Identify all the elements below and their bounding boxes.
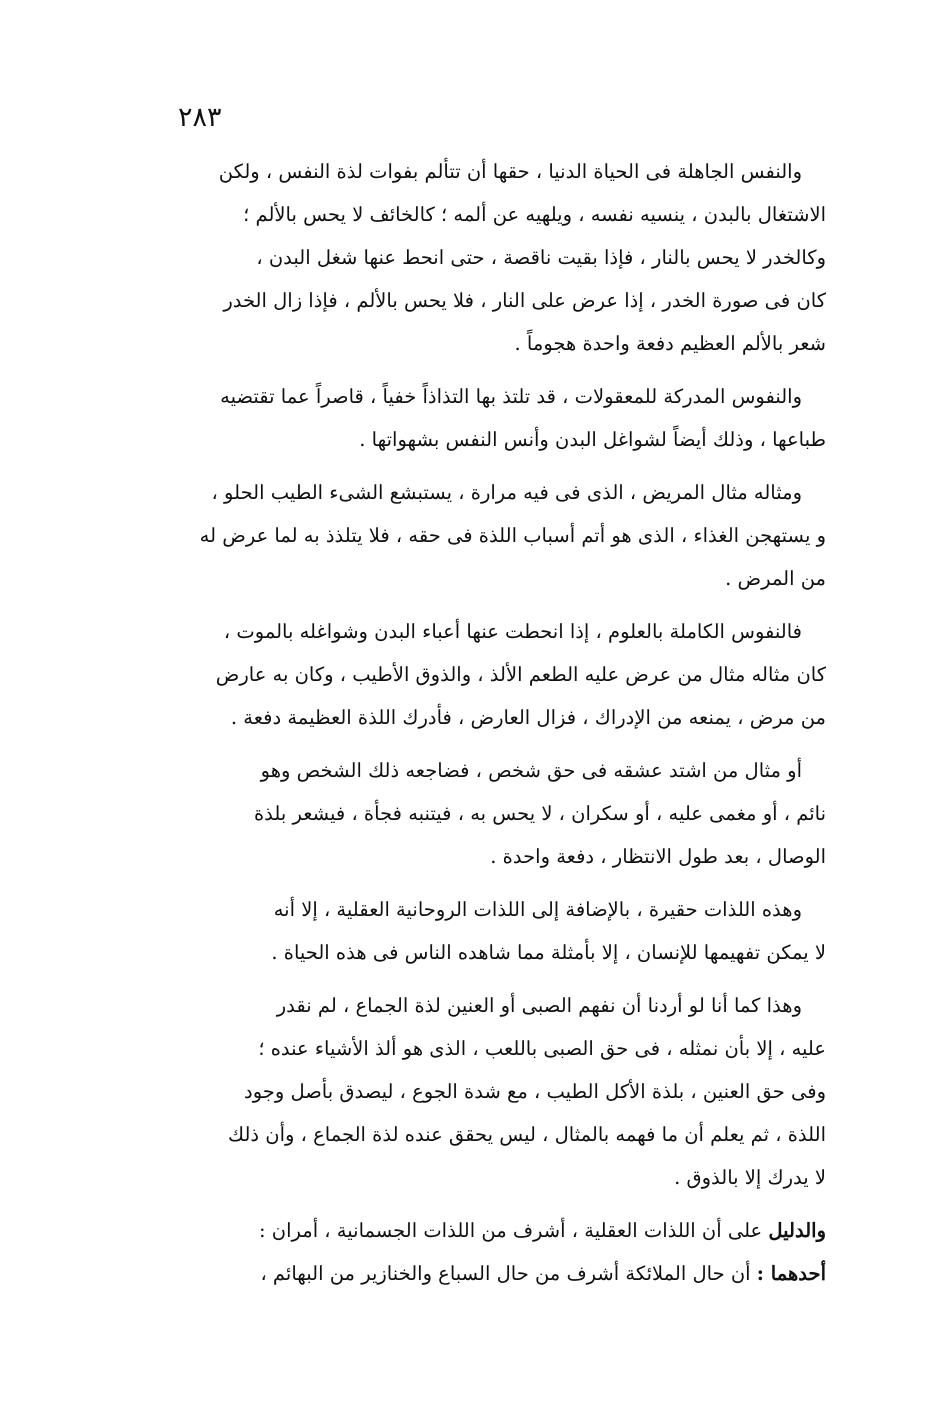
- paragraph: [126, 984, 826, 1199]
- lead-continuation: على أن اللذات العقلية ، أشرف من اللذات الجسمانية ، أمران :: [258, 1219, 769, 1242]
- paragraph: [126, 610, 826, 739]
- text-line: الوصال ، بعد طول الانتظار ، دفعة واحدة .: [490, 845, 826, 868]
- text-line: [126, 1209, 826, 1252]
- text-line: فالنفوس الكاملة بالعلوم ، إذا انحطت عنها أعباء البدن وشواغله بالموت ،: [223, 620, 802, 643]
- text-line: من المرض .: [725, 567, 826, 590]
- paragraph: [126, 150, 826, 365]
- paragraph: [126, 375, 826, 461]
- text-line: لا يدرك إلا بالذوق .: [674, 1166, 826, 1189]
- text-line: أو مثال من اشتد عشقه فى حق شخص ، فضاجعه ذلك الشخص وهو: [260, 759, 802, 782]
- text-line: ومثاله مثال المريض ، الذى فى فيه مرارة ، يستبشع الشىء الطيب الحلو ،: [211, 481, 802, 504]
- text-line: اللذة ، ثم يعلم أن ما فهمه بالمثال ، ليس يحقق عنده لذة الجماع ، وأن ذلك: [228, 1123, 826, 1146]
- text-line: لا يمكن تفهيمها للإنسان ، إلا بأمثلة مما شاهده الناس فى هذه الحياة .: [271, 941, 826, 964]
- text-line: وهذه اللذات حقيرة ، بالإضافة إلى اللذات الروحانية العقلية ، إلا أنه: [273, 898, 802, 921]
- text-line: وفى حق العنين ، بلذة الأكل الطيب ، مع شدة الجوع ، ليصدق بأصل وجود: [244, 1080, 826, 1103]
- text-line: والنفوس المدركة للمعقولات ، قد تلتذ بها التذاذاً خفياً ، قاصراً عما تقتضيه: [220, 385, 802, 408]
- text-line: و يستهجن الغذاء ، الذى هو أتم أسباب اللذة فى حقه ، فلا يتلذذ به لما عرض له: [199, 524, 826, 547]
- page-number: ٢٨٣: [178, 102, 222, 133]
- text-line: وهذا كما أنا لو أردنا أن نفهم الصبى أو العنين لذة الجماع ، لم نقدر: [276, 994, 802, 1017]
- lead-continuation: أن حال الملائكة أشرف من حال السباع والخنازير من البهائم ،: [260, 1262, 757, 1285]
- paragraph: [126, 888, 826, 974]
- text-line: وكالخدر لا يحس بالنار ، فإذا بقيت ناقصة ، حتى انحط عنها شغل البدن ،: [256, 246, 826, 269]
- text-line: من مرض ، يمنعه من الإدراك ، فزال العارض ، فأدرك اللذة العظيمة دفعة .: [230, 706, 826, 729]
- text-line: عليه ، إلا بأن نمثله ، فى حق الصبى باللعب ، الذى هو ألذ الأشياء عنده ؛: [258, 1037, 826, 1060]
- text-line: كان مثاله مثال من عرض عليه الطعم الألذ ، والذوق الأطيب ، وكان به عارض: [215, 663, 826, 686]
- text-line: [126, 1252, 826, 1295]
- text-line: طباعها ، وذلك أيضاً لشواغل البدن وأنس النفس بشهواتها .: [359, 428, 826, 451]
- paragraph: [126, 471, 826, 600]
- text-line: والنفس الجاهلة فى الحياة الدنيا ، حقها أن تتألم بفوات لذة النفس ، ولكن: [218, 160, 802, 183]
- paragraph: [126, 749, 826, 878]
- paragraph: [126, 1209, 826, 1252]
- text-line: الاشتغال بالبدن ، ينسيه نفسه ، ويلهيه عن ألمه ؛ كالخائف لا يحس بالألم ؛: [243, 203, 826, 226]
- text-line: نائم ، أو مغمى عليه ، أو سكران ، لا يحس به ، فيتنبه فجأة ، فيشعر بلذة: [253, 802, 826, 825]
- lead-word: أحدهما :: [756, 1262, 826, 1285]
- lead-word: والدليل: [768, 1219, 826, 1242]
- text-line: شعر بالألم العظيم دفعة واحدة هجوماً .: [514, 332, 826, 355]
- body-text: [126, 150, 826, 1295]
- text-line: كان فى صورة الخدر ، إذا عرض على النار ، فلا يحس بالألم ، فإذا زال الخدر: [223, 289, 826, 312]
- paragraph: [126, 1252, 826, 1295]
